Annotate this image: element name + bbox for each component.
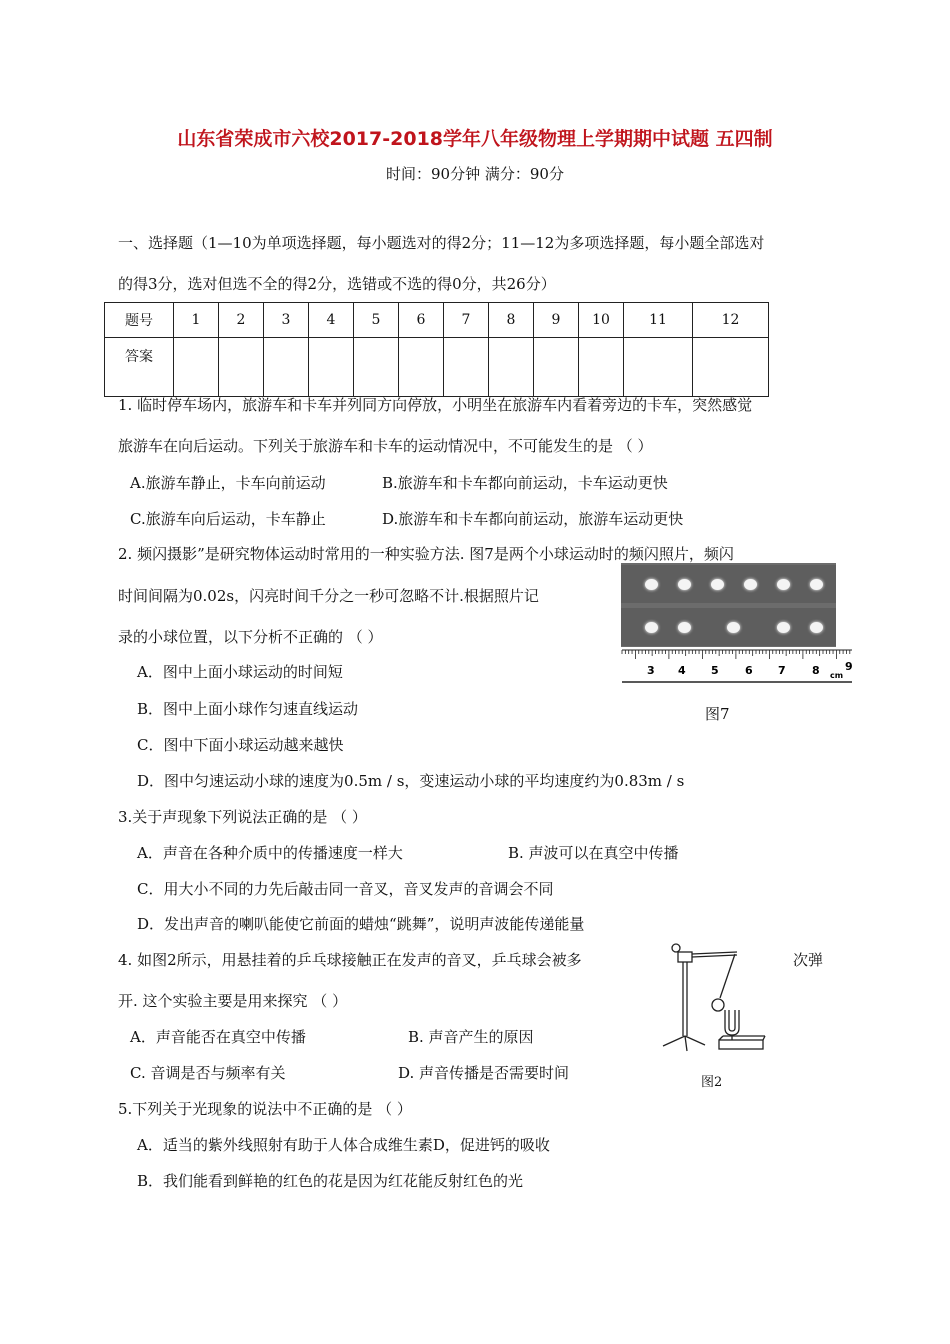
- q2-stem-line1: 2. 频闪摄影”是研究物体运动时常用的一种实验方法. 图7是两个小球运动时的频闪照片，频闪: [118, 545, 734, 563]
- section1-instructions-line2: 的得3分，选对但选不全的得2分，选错或不选的得0分，共26分）: [118, 275, 556, 293]
- q1-option-b: B.旅游车和卡车都向前运动，卡车运动更快: [382, 474, 668, 492]
- ball-image: [678, 579, 691, 590]
- q1-option-d: D.旅游车和卡车都向前运动，旅游车运动更快: [382, 510, 684, 528]
- answer-cell[interactable]: [399, 338, 444, 397]
- answer-cell[interactable]: [174, 338, 219, 397]
- answer-cell[interactable]: [534, 338, 579, 397]
- header-label: 题号: [105, 303, 174, 338]
- question-number: 4: [309, 303, 354, 338]
- answer-label: 答案: [105, 338, 174, 397]
- question-number: 7: [444, 303, 489, 338]
- ruler-unit: cm: [830, 671, 844, 680]
- q2-option-b: B．图中上面小球作匀速直线运动: [137, 700, 359, 718]
- q4-stem-line1: 4. 如图2所示，用悬挂着的乒乓球接触正在发声的音叉，乒乓球会被多: [118, 951, 582, 969]
- strobe-photo-figure: [621, 563, 836, 647]
- ball-image: [810, 622, 823, 633]
- answer-cell[interactable]: [264, 338, 309, 397]
- answer-cell[interactable]: [579, 338, 624, 397]
- question-number: 1: [174, 303, 219, 338]
- ruler-label: 9: [845, 660, 853, 673]
- question-number: 10: [579, 303, 624, 338]
- ruler-ticks: [622, 650, 850, 659]
- question-number: 12: [693, 303, 769, 338]
- answer-table-answer-row: [105, 338, 769, 397]
- ruler-label: 8: [812, 664, 820, 677]
- tuning-fork-apparatus-figure: [655, 938, 775, 1063]
- question-number: 5: [354, 303, 399, 338]
- exam-time-score: 时间：90分钟 满分：90分: [386, 165, 564, 183]
- question-number: 2: [219, 303, 264, 338]
- q4-stem-line1-end: 次弹: [793, 951, 824, 969]
- q3-option-d: D．发出声音的喇叭能使它前面的蜡烛“跳舞”，说明声波能传递能量: [137, 915, 585, 933]
- question-number: 3: [264, 303, 309, 338]
- q1-stem-line1: 1. 临时停车场内，旅游车和卡车并列同方向停放，小明坐在旅游车内看着旁边的卡车，突然感觉: [118, 396, 753, 414]
- question-number: 9: [534, 303, 579, 338]
- question-number: 8: [489, 303, 534, 338]
- ball-image: [777, 579, 790, 590]
- q3-option-a: A．声音在各种介质中的传播速度一样大: [137, 844, 403, 862]
- figure-7-caption: 图7: [705, 705, 730, 723]
- ball-image: [744, 579, 757, 590]
- answer-cell[interactable]: [693, 338, 769, 397]
- q2-option-c: C．图中下面小球运动越来越快: [137, 736, 344, 754]
- question-number: 11: [624, 303, 693, 338]
- q5-stem: 5.下列关于光现象的说法中不正确的是 （ ）: [118, 1100, 412, 1118]
- answer-table: [104, 302, 769, 397]
- figure-2-caption: 图2: [701, 1075, 723, 1090]
- question-number: 6: [399, 303, 444, 338]
- ball-image: [810, 579, 823, 590]
- q2-option-d: D．图中匀速运动小球的速度为0.5m / s，变速运动小球的平均速度约为0.83m / s: [137, 772, 685, 790]
- q2-stem-line2: 时间间隔为0.02s，闪亮时间千分之一秒可忽略不计.根据照片记: [118, 587, 539, 605]
- ball-image: [678, 622, 691, 633]
- q4-option-a: A．声音能否在真空中传播: [130, 1028, 306, 1046]
- answer-cell[interactable]: [444, 338, 489, 397]
- ruler-label: 7: [778, 664, 786, 677]
- upper-ball-track: [621, 565, 836, 603]
- q4-option-d: D. 声音传播是否需要时间: [398, 1064, 570, 1082]
- ruler: [620, 648, 860, 688]
- ball-image: [777, 622, 790, 633]
- q3-option-c: C．用大小不同的力先后敲击同一音叉，音叉发声的音调会不同: [137, 880, 554, 898]
- q2-stem-line3: 录的小球位置，以下分析不正确的 （ ）: [118, 628, 383, 646]
- q1-stem-line2: 旅游车在向后运动。下列关于旅游车和卡车的运动情况中，不可能发生的是 （ ）: [118, 437, 653, 455]
- answer-cell[interactable]: [354, 338, 399, 397]
- lower-ball-track: [621, 608, 836, 646]
- page-title: 山东省荣成市六校2017-2018学年八年级物理上学期期中试题 五四制: [177, 128, 773, 150]
- q4-option-c: C. 音调是否与频率有关: [130, 1064, 286, 1082]
- ball-image: [645, 579, 658, 590]
- q4-option-b: B. 声音产生的原因: [408, 1028, 534, 1046]
- ruler-label: 5: [711, 664, 719, 677]
- ball-image: [727, 622, 740, 633]
- answer-table-header-row: [105, 303, 769, 338]
- ball-image: [645, 622, 658, 633]
- q3-option-b: B. 声波可以在真空中传播: [508, 844, 679, 862]
- answer-cell[interactable]: [624, 338, 693, 397]
- section1-instructions-line1: 一、选择题（1—10为单项选择题，每小题选对的得2分；11—12为多项选择题，每小题全部选对: [118, 234, 765, 252]
- ruler-label: 6: [745, 664, 753, 677]
- ruler-label: 4: [678, 664, 686, 677]
- answer-cell[interactable]: [489, 338, 534, 397]
- answer-cell[interactable]: [309, 338, 354, 397]
- q1-option-a: A.旅游车静止，卡车向前运动: [130, 474, 326, 492]
- q2-option-a: A．图中上面小球运动的时间短: [137, 663, 343, 681]
- q3-stem: 3.关于声现象下列说法正确的是 （ ）: [118, 808, 367, 826]
- q1-option-c: C.旅游车向后运动，卡车静止: [130, 510, 326, 528]
- q4-stem-line2: 开. 这个实验主要是用来探究 （ ）: [118, 992, 348, 1010]
- q5-option-a: A．适当的紫外线照射有助于人体合成维生素D，促进钙的吸收: [137, 1136, 550, 1154]
- ruler-label: 3: [647, 664, 655, 677]
- answer-cell[interactable]: [219, 338, 264, 397]
- ball-image: [711, 579, 724, 590]
- q5-option-b: B．我们能看到鲜艳的红色的花是因为红花能反射红色的光: [137, 1172, 524, 1190]
